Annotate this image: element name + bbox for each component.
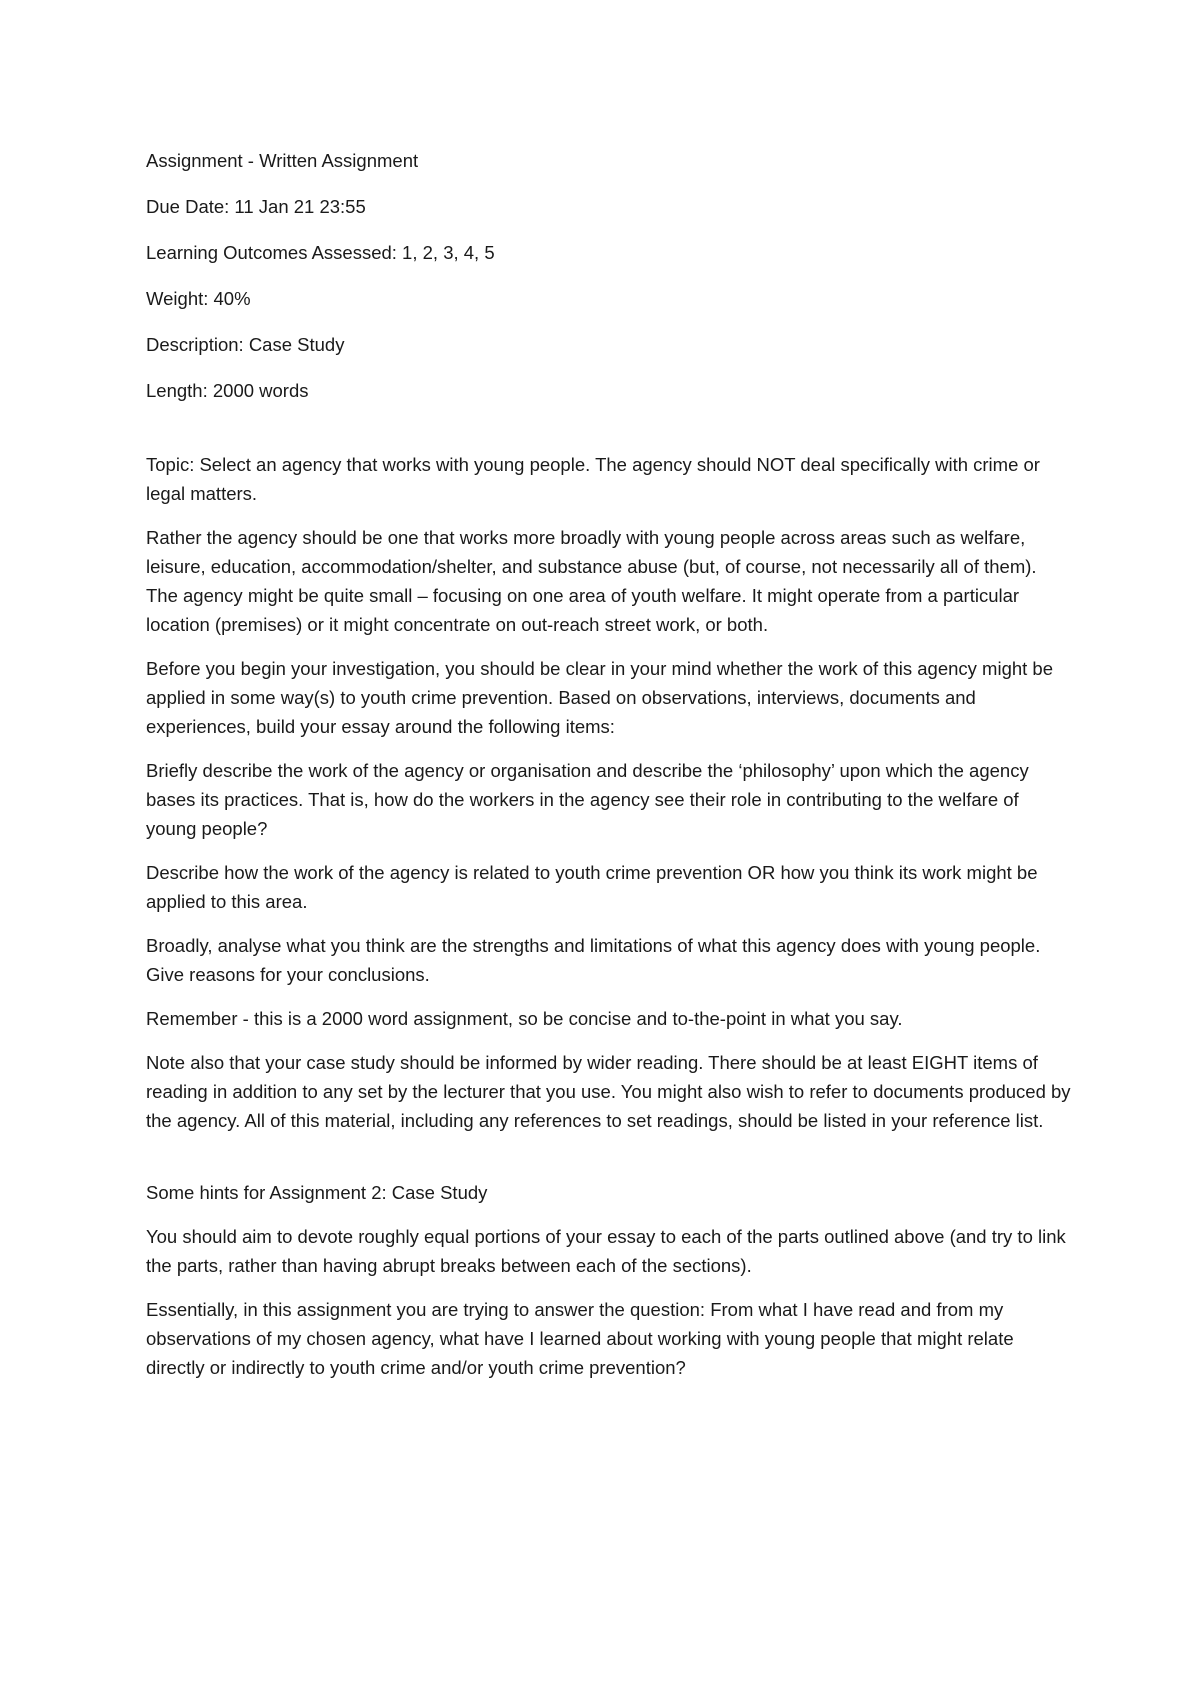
spacer [146, 422, 1071, 450]
hints-section [146, 1178, 1071, 1382]
paragraph-crime-prevention: Describe how the work of the agency is related to youth crime prevention OR how you think its work might be applied to this area. [146, 862, 1038, 912]
assignment-body [146, 450, 1071, 1135]
hints-paragraph-portions: You should aim to devote roughly equal portions of your essay to each of the parts outlined above (and try to link the parts, rather than having abrupt breaks between each of the sections). [146, 1226, 1066, 1276]
length: Length: 2000 words [146, 380, 309, 401]
due-date: Due Date: 11 Jan 21 23:55 [146, 196, 366, 217]
hints-title: Some hints for Assignment 2: Case Study [146, 1182, 488, 1203]
paragraph-word-limit: Remember - this is a 2000 word assignment, so be concise and to-the-point in what you say. [146, 1008, 903, 1029]
paragraph-describe-work: Briefly describe the work of the agency or organisation and describe the ‘philosophy’ upon which the agency bases its practices. That is, how do the workers in the agency see their role in contributing to the welfare of young people? [146, 760, 1029, 839]
assignment-details [146, 146, 1071, 405]
paragraph-investigation: Before you begin your investigation, you should be clear in your mind whether the work of this agency might be applied in some way(s) to youth crime prevention. Based on observations, interviews, documents and experiences, build your essay around the following items: [146, 658, 1054, 737]
paragraph-analysis: Broadly, analyse what you think are the strengths and limitations of what this agency does with young people. Give reasons for your conclusions. [146, 935, 1041, 985]
spacer [146, 1150, 1071, 1178]
assignment-title: Assignment - Written Assignment [146, 150, 419, 171]
document-content [146, 146, 1071, 1397]
description: Description: Case Study [146, 334, 345, 355]
paragraph-reading: Note also that your case study should be informed by wider reading. There should be at least EIGHT items of reading in addition to any set by the lecturer that you use. You might also wish to refer to documents produced by the agency. All of this material, including any references to set readings, should be listed in your reference list. [146, 1052, 1071, 1131]
paragraph-topic: Topic: Select an agency that works with young people. The agency should NOT deal specifically with crime or legal matters. [146, 454, 1040, 504]
weight: Weight: 40% [146, 288, 251, 309]
paragraph-agency-scope: Rather the agency should be one that works more broadly with young people across areas such as welfare, leisure, education, accommodation/shelter, and substance abuse (but, of course, not necessarily all of them). The agency might be quite small – focusing on one area of youth welfare. It might operate from a particular location (premises) or it might concentrate on out-reach street work, or both. [146, 527, 1037, 635]
learning-outcomes: Learning Outcomes Assessed: 1, 2, 3, 4, 5 [146, 242, 495, 263]
hints-paragraph-question: Essentially, in this assignment you are trying to answer the question: From what I have read and from my observations of my chosen agency, what have I learned about working with young people that might relate directly or indirectly to youth crime and/or youth crime prevention? [146, 1299, 1014, 1378]
